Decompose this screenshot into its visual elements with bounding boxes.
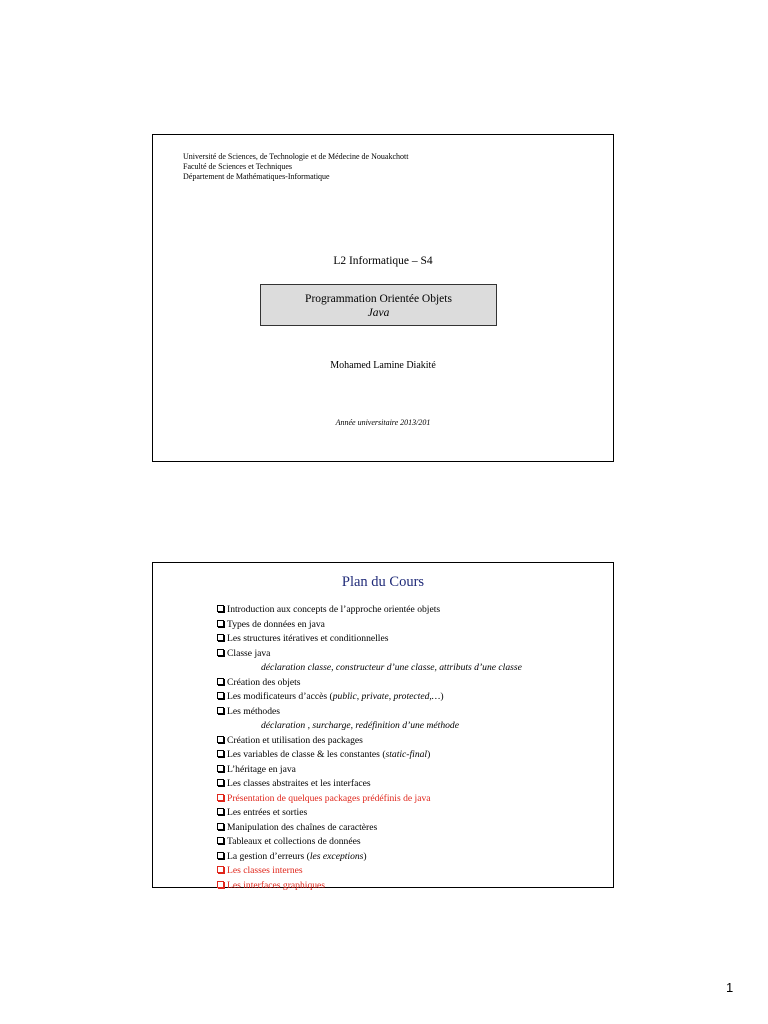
- outline-item-label: Les modificateurs d’accès (public, private, protected,…): [227, 691, 444, 702]
- outline-item-label: La gestion d’erreurs (les exceptions): [227, 850, 367, 862]
- outline-item-label: Introduction aux concepts de l’approche orientée objets: [227, 604, 441, 615]
- outline-item-label: Les méthodes: [227, 705, 281, 717]
- checkbox-bullet-icon: [217, 649, 224, 656]
- outline-item: [217, 690, 522, 705]
- institution-header: [183, 152, 408, 182]
- outline-item-label: Les structures itératives et conditionnelles: [227, 633, 389, 644]
- outline-item-label: Les entrées et sorties: [227, 807, 308, 818]
- outline-item-label: Classe java: [227, 647, 271, 659]
- page-number: 1: [726, 980, 734, 995]
- checkbox-bullet-icon: [217, 605, 224, 612]
- outline-item: [217, 777, 522, 792]
- outline-item-label: Les classes internes: [227, 865, 303, 876]
- outline-item: [217, 792, 522, 807]
- outline-item-label: Les variables de classe & les constantes (static-final): [227, 749, 431, 760]
- university-name: Université de Sciences, de Technologie et de Médecine de Nouakchott: [183, 152, 409, 161]
- outline-item: [217, 734, 522, 749]
- checkbox-bullet-icon: [217, 794, 224, 801]
- outline-item: [217, 705, 522, 720]
- checkbox-bullet-icon: [217, 866, 224, 873]
- outline-item-label: Manipulation des chaînes de caractères: [227, 821, 378, 833]
- outline-item-label: Création et utilisation des packages: [227, 734, 363, 746]
- checkbox-bullet-icon: [217, 707, 224, 714]
- course-title-box: [260, 284, 497, 326]
- outline-item: [217, 835, 522, 850]
- checkbox-bullet-icon: [217, 808, 224, 815]
- checkbox-bullet-icon: [217, 620, 224, 627]
- title-slide: [152, 134, 614, 462]
- department-name: Département de Mathématiques-Informatique: [183, 172, 330, 181]
- outline-item: [217, 864, 522, 879]
- checkbox-bullet-icon: [217, 736, 224, 743]
- outline-item: [217, 603, 522, 618]
- outline-item: [217, 806, 522, 821]
- checkbox-bullet-icon: [217, 634, 224, 641]
- outline-item-label: Tableaux et collections de données: [227, 836, 361, 847]
- outline-item: [217, 676, 522, 691]
- outline-item-label: Types de données en java: [227, 618, 325, 630]
- checkbox-bullet-icon: [217, 750, 224, 757]
- academic-year: Année universitaire 2013/201: [335, 418, 431, 427]
- faculty-name: Faculté de Sciences et Techniques: [183, 162, 293, 171]
- outline-item: [217, 748, 522, 763]
- outline-list: [217, 603, 522, 893]
- outline-item-detail: déclaration classe, constructeur d’une classe, attributs d’une classe: [261, 662, 522, 673]
- outline-item: [217, 879, 522, 894]
- outline-item: [217, 821, 522, 836]
- outline-title: Plan du Cours: [341, 574, 425, 590]
- checkbox-bullet-icon: [217, 881, 224, 888]
- outline-item-label: Les interfaces graphiques: [227, 879, 326, 891]
- outline-item-label: L’héritage en java: [227, 763, 296, 775]
- course-subtitle: Java: [367, 307, 390, 319]
- outline-item-label: Présentation de quelques packages prédéfinis de java: [227, 792, 431, 804]
- outline-item: [217, 618, 522, 633]
- checkbox-bullet-icon: [217, 823, 224, 830]
- checkbox-bullet-icon: [217, 779, 224, 786]
- outline-item: [217, 850, 522, 865]
- author-name: Mohamed Lamine Diakité: [330, 360, 436, 371]
- checkbox-bullet-icon: [217, 852, 224, 859]
- checkbox-bullet-icon: [217, 765, 224, 772]
- outline-slide: [152, 562, 614, 891]
- course-level: L2 Informatique – S4: [333, 255, 433, 267]
- outline-item-label: Création des objets: [227, 676, 301, 688]
- outline-item: [217, 647, 522, 662]
- outline-item: [217, 763, 522, 778]
- outline-item-label: Les classes abstraites et les interfaces: [227, 778, 371, 789]
- outline-item-detail: déclaration , surcharge, redéfinition d’une méthode: [261, 720, 459, 731]
- checkbox-bullet-icon: [217, 692, 224, 699]
- checkbox-bullet-icon: [217, 837, 224, 844]
- outline-item: [217, 632, 522, 647]
- course-title: Programmation Orientée Objets: [305, 293, 452, 305]
- checkbox-bullet-icon: [217, 678, 224, 685]
